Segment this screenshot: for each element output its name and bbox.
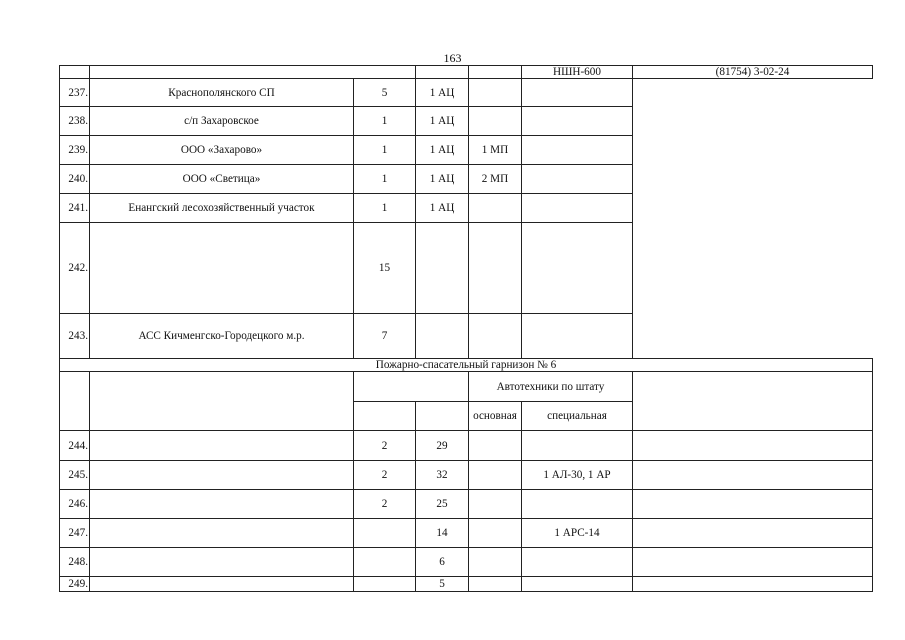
special-vehicles xyxy=(469,194,522,223)
row-number: 244. xyxy=(60,431,90,461)
staff-count: 15 xyxy=(354,223,416,314)
unit-name: с/п Захаровское xyxy=(90,107,354,136)
header-special: специальная xyxy=(522,402,633,431)
row-number: 246. xyxy=(60,490,90,519)
row-number: 248. xyxy=(60,548,90,577)
location-address xyxy=(522,314,633,359)
location-address xyxy=(522,194,633,223)
page-number: 163 xyxy=(443,51,462,65)
table-row xyxy=(60,107,873,136)
section-title: Пожарно-спасательный гарнизон № 6 xyxy=(60,359,873,372)
workers-count: 5 xyxy=(416,577,469,592)
location-address xyxy=(633,431,873,461)
header-basic: основная xyxy=(469,402,522,431)
location-address xyxy=(633,548,873,577)
header-vehicles-group: Автотехники по штату xyxy=(469,372,633,402)
location-address xyxy=(633,490,873,519)
location-address xyxy=(522,107,633,136)
special-vehicles: 1 АЛ-30, 1 АР xyxy=(522,461,633,490)
table-row xyxy=(60,79,873,107)
location-address xyxy=(522,79,633,107)
special-vehicles xyxy=(469,107,522,136)
basic-vehicles: 1 АЦ xyxy=(416,194,469,223)
basic-vehicles xyxy=(469,548,522,577)
basic-vehicles xyxy=(469,461,522,490)
row-number: 243. xyxy=(60,314,90,359)
workers-count: 14 xyxy=(416,519,469,548)
basic-vehicles: 1 АЦ xyxy=(416,107,469,136)
workers-count: 6 xyxy=(416,548,469,577)
table-row xyxy=(60,577,873,592)
table-row xyxy=(60,372,873,402)
special-vehicles xyxy=(522,490,633,519)
header-employees xyxy=(354,402,416,431)
table-row xyxy=(60,461,873,490)
table-row xyxy=(60,136,873,165)
table-row xyxy=(60,165,873,194)
table-row xyxy=(60,314,873,359)
header-name xyxy=(90,372,354,431)
unit-name xyxy=(90,519,354,548)
basic-vehicles xyxy=(469,431,522,461)
table-row xyxy=(60,223,873,314)
staff-count: 1 xyxy=(354,165,416,194)
row-number: 237. xyxy=(60,79,90,107)
header-workers xyxy=(416,402,469,431)
employees-count xyxy=(354,548,416,577)
special-vehicles: 1 МП xyxy=(469,136,522,165)
special-vehicles xyxy=(522,577,633,592)
special-vehicles xyxy=(469,223,522,314)
employees-count: 2 xyxy=(354,431,416,461)
basic-vehicles xyxy=(469,519,522,548)
garrison-table xyxy=(59,65,873,592)
special-vehicles: 2 МП xyxy=(469,165,522,194)
row-number: 238. xyxy=(60,107,90,136)
location-address xyxy=(522,223,633,314)
table-row xyxy=(60,519,873,548)
basic-vehicles xyxy=(469,490,522,519)
table-row xyxy=(60,431,873,461)
unit-name xyxy=(90,577,354,592)
staff-count: 1 xyxy=(354,107,416,136)
unit-name: АСС Кичменгско-Городецкого м.р. xyxy=(90,314,354,359)
location-address: (81754) 3-02-24 xyxy=(633,66,873,79)
row-number: 249. xyxy=(60,577,90,592)
table-row xyxy=(60,490,873,519)
unit-name xyxy=(90,461,354,490)
basic-vehicles: 1 АЦ xyxy=(416,79,469,107)
basic-vehicles xyxy=(469,577,522,592)
special-vehicles: 1 АРС-14 xyxy=(522,519,633,548)
row-number: 240. xyxy=(60,165,90,194)
table-row xyxy=(60,194,873,223)
basic-vehicles xyxy=(469,66,522,79)
workers-count: 29 xyxy=(416,431,469,461)
table-row xyxy=(60,66,873,79)
table-body xyxy=(60,66,873,592)
location-address xyxy=(522,165,633,194)
staff-count: 5 xyxy=(354,79,416,107)
unit-name xyxy=(90,548,354,577)
row-number: 245. xyxy=(60,461,90,490)
table-row xyxy=(60,548,873,577)
employees-count xyxy=(354,519,416,548)
special-vehicles: НШН-600 xyxy=(522,66,633,79)
basic-vehicles: 1 АЦ xyxy=(416,165,469,194)
row-number: 247. xyxy=(60,519,90,548)
basic-vehicles: 1 АЦ xyxy=(416,136,469,165)
row-number: 242. xyxy=(60,223,90,314)
section-row xyxy=(60,359,873,372)
location-address xyxy=(522,136,633,165)
unit-name: ООО «Светица» xyxy=(90,165,354,194)
row-number: 239. xyxy=(60,136,90,165)
location-address xyxy=(633,519,873,548)
row-number: 241. xyxy=(60,194,90,223)
basic-vehicles xyxy=(416,314,469,359)
unit-name: ООО «Захарово» xyxy=(90,136,354,165)
unit-name xyxy=(90,490,354,519)
employees-count: 2 xyxy=(354,490,416,519)
staff-count: 1 xyxy=(354,194,416,223)
employees-count xyxy=(354,577,416,592)
location-address xyxy=(633,461,873,490)
location-address xyxy=(633,577,873,592)
unit-name xyxy=(90,431,354,461)
staff-count: 7 xyxy=(354,314,416,359)
unit-name xyxy=(90,223,354,314)
special-vehicles xyxy=(522,548,633,577)
unit-name xyxy=(90,66,416,79)
row-number xyxy=(60,66,90,79)
employees-count: 2 xyxy=(354,461,416,490)
unit-name: Краснополянского СП xyxy=(90,79,354,107)
special-vehicles xyxy=(469,314,522,359)
basic-vehicles xyxy=(416,223,469,314)
header-number xyxy=(60,372,90,431)
workers-count: 25 xyxy=(416,490,469,519)
staff-count: 1 xyxy=(354,136,416,165)
header-staff-group xyxy=(354,372,469,402)
unit-name: Енангский лесохозяйственный участок xyxy=(90,194,354,223)
workers-count: 32 xyxy=(416,461,469,490)
employees-count xyxy=(416,66,469,79)
special-vehicles xyxy=(469,79,522,107)
header-location xyxy=(633,372,873,431)
special-vehicles xyxy=(522,431,633,461)
